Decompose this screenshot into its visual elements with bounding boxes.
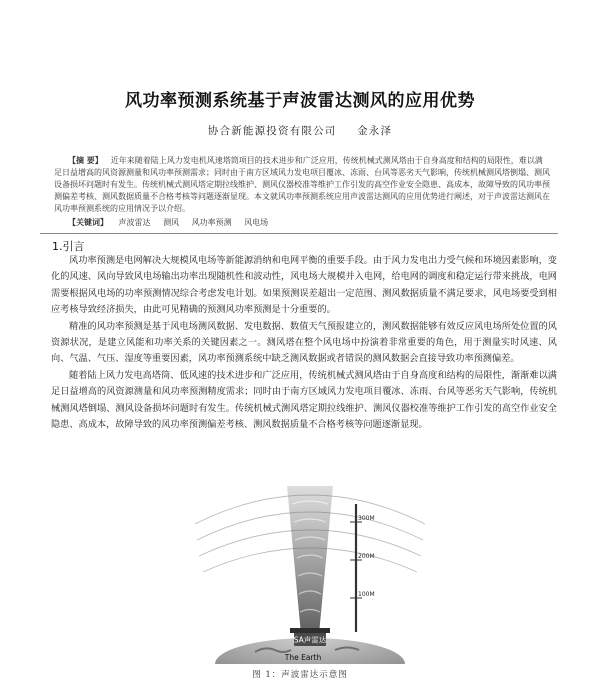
- height-label-100: 100M: [358, 591, 375, 598]
- sound-beam: [287, 486, 333, 634]
- keyword: 风电场: [244, 218, 269, 227]
- keywords-line: [54, 216, 550, 229]
- abstract-block: [54, 154, 550, 229]
- section-divider: [40, 233, 558, 234]
- author-affiliation: 协合新能源投资有限公司: [207, 125, 337, 137]
- abstract-text: 近年来随着陆上风力发电机风速塔筒项目的技术进步和广泛应用，传统机械式测风塔由于自身高度和结构的局限性，难以满足日益增高的风资源测量和风功率预测需求；同时由于南方区域风力发电项目覆冰、冻雨、台风等恶劣天气影响，传统机械测风塔倒塌、测风设备损坏问题时有发生。传统机械式测风塔定期拉线维护、测风仪器校准等维护工作引发的高空作业安全隐患、高成本，故障导致的风功率预测偏差考核、测风数据质量不合格考核等问题逐渐显现。本文就风功率预测系统应用声波雷达测风的应用优势进行阐述，对于声波雷达测风在风功率预测系统的应用情况予以介绍。: [54, 156, 550, 213]
- body-paragraph-1: 风功率预测是电网解决大规模风电场等新能源消纳和电网平衡的重要手段。由于风力发电出力受气候和环境因素影响，变化的风速、风向导致风电场输出功率出现随机性和波动性，风电场大规模并入电网，给电网的调度和稳定运行带来挑战，电网需要根据风电场的功率预测情况综合考虑发电计划。如果预测误差超出一定范围、测风数据质量不满足要求，风电场要受到相应考核导致经济损失，由此可见精确的预测风功率预测是十分重要的。: [51, 255, 557, 316]
- earth-label: The Earth: [284, 653, 322, 662]
- device-label: SA声雷达: [293, 635, 327, 645]
- keyword: 风功率预测: [191, 218, 232, 227]
- abstract-label: 【摘 要】: [68, 155, 103, 165]
- keyword: 声波雷达: [118, 218, 151, 227]
- paper-title: 风功率预测系统基于声波雷达测风的应用优势: [125, 91, 475, 111]
- body-paragraph-3: 随着陆上风力发电高塔筒、低风速的技术进步和广泛应用，传统机械式测风塔由于自身高度和结构的局限性，渐渐难以满足日益增高的风资源测量和风功率预测精度需求；同时由于南方区域风力发电项目覆冰、冻雨、台风等恶劣天气影响，传统机械测风塔倒塌、测风设备损坏问题时有发生。传统机械式测风塔定期拉线维护、测风仪器校准等维护工作引发的高空作业安全隐患、高成本，故障导致的风功率预测偏差考核、测风数据质量不合格考核等问题逐渐显现。: [51, 369, 557, 431]
- height-label-200: 200M: [358, 553, 375, 560]
- keywords-label: 【关键词】: [68, 217, 108, 227]
- sodar-diagram: [195, 464, 425, 664]
- author-line: [0, 123, 600, 138]
- figure-caption: 图 1：声波雷达示意图: [252, 670, 348, 680]
- author-name: 金永泽: [357, 125, 393, 137]
- body-paragraph-2: 精准的风功率预测是基于风电场测风数据、发电数据、数值天气预报建立的，测风数据能够有效反应风电场所处位置的风资源状况，是建立风能和功率关系的关键因素之一。测风塔在整个风电场中扮演着非常重要的角色，用于测量实时风速、风向、气温、气压、湿度等重要因素，风功率预测系统中缺乏测风数据或者错误的测风数据会直接导致功率预测偏差。: [51, 320, 557, 365]
- height-label-300: 300M: [358, 515, 375, 522]
- abstract-paragraph: [54, 154, 550, 215]
- keyword: 测风: [163, 218, 180, 227]
- section-heading: 1.引言: [52, 240, 85, 253]
- section-body: [51, 253, 557, 433]
